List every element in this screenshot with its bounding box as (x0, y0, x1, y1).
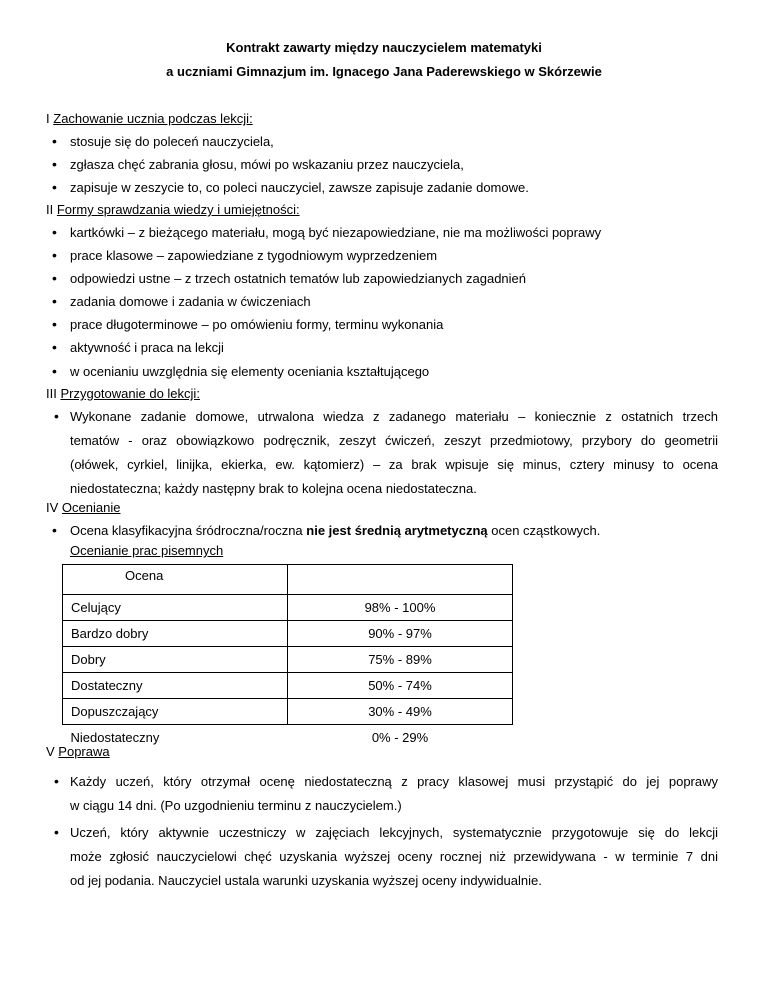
table-row: Celujący 98% - 100% (63, 595, 513, 621)
section-2-title: Formy sprawdzania wiedzy i umiejętności: (56, 202, 300, 217)
table-row: Bardzo dobry 90% - 97% (63, 621, 513, 647)
table-row: Dostateczny 50% - 74% (63, 673, 513, 699)
section-5-number: V (46, 744, 55, 759)
section-3-heading (46, 386, 200, 401)
bullet-icon: • (54, 824, 59, 840)
section-3-number: III (46, 386, 57, 401)
section-1-number: I (46, 111, 50, 126)
paragraph-line: niedostateczna; każdy następny brak to kolejna ocena niedostateczna. (70, 481, 477, 496)
document-page: Kontrakt zawarty między nauczycielem matematyki a uczniami Gimnazjum im. Ignacego Jana Paderewskiego w Skórzewie I Zachowanie ucznia podczas lekcji: stosuje się do poleceń nauczyciela, zgłasza chęć zabrania głosu, mówi po wskazaniu przez nauczyciela, zapisuje w zeszycie to, co poleci nauczyciel, zawsze zapisuje zadanie domowe. II Formy sprawdzania wiedzy i umiejętności: kartkówki – z bieżącego materiału, mogą być niezapowiedziane, nie ma możliwości poprawy prace klasowe – zapowiedziane z tygodniowym wyprzedzeniem odpowiedzi ustne – z trzech ostatnich tematów lub zapowiedzianych zagadnień zadania domowe i zadania w ćwiczeniach prace długoterminowe – po omówieniu formy, terminu wykonania aktywność i praca na lekcji w ocenianiu uwzględnia się elementy oceniania kształtującego III Przygotowanie do lekcji: • Wykonane zadanie domowe, utrwalona wiedza z zadanego materiału – koniecznie z ostatnich trzech tematów - oraz obowiązkowo podręcznik, zeszyt ćwiczeń, zeszyt przedmiotowy, przybory do geometrii (ołówek, cyrkiel, linijka, ekierka, ew. kątomierz) – za brak wpisuje się minus, cztery minusy to ocena niedostateczna; każdy następny brak to kolejna ocena niedostateczna. IV Ocenianie Ocena klasyfikacyjna śródroczna/roczna nie jest średnią arytmetyczną ocen cząstkowych. Ocenianie prac pisemnych Ocena Celujący 98% - 100% Bardzo dobry 90% - 97% Dobry 75% - 89% Dostateczny 50% - 74% Dopuszczający 30% - 49% Niedostateczny 0% - 29% V Poprawa • Każdy uczeń, który otrzymał ocenę niedostateczną z pracy klasowej musi przystąpić do jej poprawy w ciągu 14 dni. (Po uzgodnieniu terminu z nauczycielem.) • Uczeń, który aktywnie uczestniczy w zajęciach lekcyjnych, systematycznie przygotowuje się do lekcji może zgłosić nauczycielowi chęć uzyskania wyższej oceny rocznej niż przewidywana - w terminie 7 dni od jej podania. Nauczyciel ustala warunki uzyskania wyższej oceny indywidualnie. (0, 0, 768, 994)
bullet-icon: • (54, 773, 59, 789)
table-header-cell: Ocena (63, 565, 288, 595)
section-5-paragraph-2 (54, 821, 718, 893)
table-row: Dobry 75% - 89% (63, 647, 513, 673)
section-1-title: Zachowanie ucznia podczas lekcji: (53, 111, 253, 126)
title-line-1: Kontrakt zawarty między nauczycielem matematyki (226, 40, 542, 55)
section-4-number: IV (46, 500, 59, 515)
section-3-title: Przygotowanie do lekcji: (60, 386, 200, 401)
table-header-row (63, 565, 513, 595)
bullet-icon: • (54, 408, 59, 424)
table-row: Niedostateczny 0% - 29% (63, 725, 513, 751)
section-5-heading (46, 744, 110, 759)
table-caption: Ocenianie prac pisemnych (70, 543, 224, 558)
paragraph-line: tematów - oraz obowiązkowo podręcznik, zeszyt ćwiczeń, zeszyt przedmiotowy, przybory do geometrii (70, 433, 718, 448)
grades-table (62, 564, 513, 750)
paragraph-line: w ciągu 14 dni. (Po uzgodnieniu terminu z nauczycielem.) (70, 798, 402, 813)
section-2-heading (46, 202, 300, 217)
section-3-paragraph (54, 405, 718, 501)
paragraph-line: może zgłosić nauczycielowi chęć uzyskania wyższej oceny rocznej niż przewidywana - w terminie 7 dni (70, 849, 718, 864)
title-line-2: a uczniami Gimnazjum im. Ignacego Jana Paderewskiego w Skórzewie (166, 64, 602, 79)
section-2-number: II (46, 202, 54, 217)
paragraph-line: Wykonane zadanie domowe, utrwalona wiedza z zadanego materiału – koniecznie z ostatnich trzech (70, 409, 718, 424)
paragraph-line: Każdy uczeń, który otrzymał ocenę niedostateczną z pracy klasowej musi przystąpić do jej poprawy (70, 774, 718, 789)
paragraph-line: (ołówek, cyrkiel, linijka, ekierka, ew. kątomierz) – za brak wpisuje się minus, cztery minusy to ocena (70, 457, 718, 472)
paragraph-line: od jej podania. Nauczyciel ustala warunki uzyskania wyższej oceny indywidualnie. (70, 873, 542, 888)
table-header-cell (288, 565, 513, 595)
section-4-title: Ocenianie (61, 500, 121, 515)
section-4-heading (46, 500, 120, 515)
section-5-paragraph-1 (54, 770, 718, 818)
paragraph-line: Uczeń, który aktywnie uczestniczy w zajęciach lekcyjnych, systematycznie przygotowuje się do lekcji (70, 825, 718, 840)
emphasis-text: nie jest średnią arytmetyczną (306, 523, 488, 538)
section-1-heading (46, 111, 253, 126)
table-row: Dopuszczający 30% - 49% (63, 699, 513, 725)
section-5-title: Poprawa (58, 744, 110, 759)
